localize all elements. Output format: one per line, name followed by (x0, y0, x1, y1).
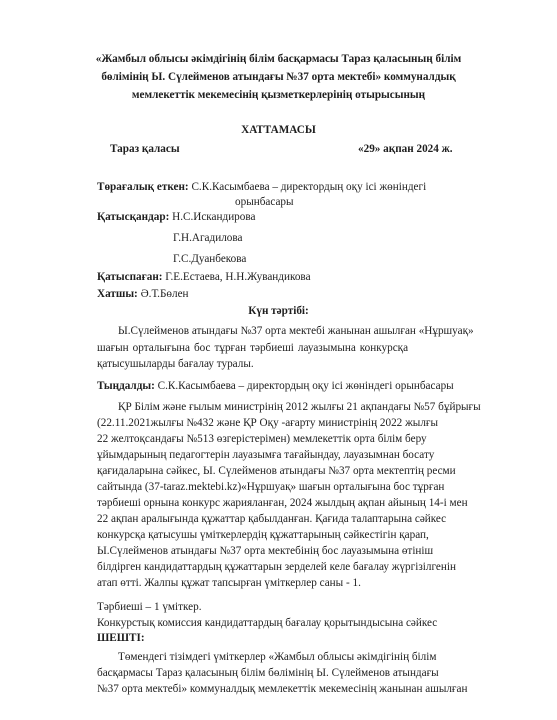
listened-line (97, 381, 454, 392)
title-line-3: мемлекеттік мекемесінің қызметкерлерінің отырысының (131, 89, 426, 101)
chair-value: С.К.Касымбаева – директордың оқу ісі жөніндегі (188, 181, 427, 193)
body-line-1: ҚР Білім және ғылым министрінің 2012 жылғы 21 ақпандағы №57 бұйрығы (118, 401, 481, 413)
agenda-heading: Күн тәртібі: (248, 305, 309, 317)
listened-label: Тыңдалды: (97, 380, 155, 392)
attendee-1: Н.С.Искандирова (172, 211, 256, 223)
document-date: «29» ақпан 2024 ж. (358, 143, 453, 155)
agenda-line-3: қатысушыларды бағалау туралы. (97, 358, 254, 370)
title-line-1: «Жамбыл облысы әкімдігінің білім басқармасы Тараз қаласының білім (95, 53, 462, 65)
body-line-11: білдірген кандидаттардың құжаттарын зерделей келе бағалау жүргізілгенін (97, 561, 456, 573)
agenda-line-1: Ы.Сүлейменов атындағы №37 орта мектебі жанынан ашылған «Нұршуақ» (118, 325, 474, 337)
title-line-2: бөлімінің Ы. Сүлейменов атындағы №37 орта мектебі» коммуналдық (101, 71, 456, 83)
body-line-9: конкурсқа қатысушы үміткерлердің құжаттарының сәйкестігін қарап, (97, 529, 429, 541)
body-line-7: тәрбиеші орнына конкурс жарияланған, 2024 жылдың ақпан айының 14-і мен (97, 497, 468, 509)
candidate-count-line: Тәрбиеші – 1 үміткер. (97, 601, 202, 613)
body-line-6: сайтында (37-taraz.mektebi.kz)«Нұршуақ» шағын орталығына бос тұрған (97, 481, 445, 493)
body-line-4: ұйымдарының педагогтерін лауазымға тағайындау, лауазымнан босату (97, 449, 435, 461)
body-line-10: Ы.Сүлейменов атындағы №37 орта мектебінің бос лауазымына өтініш (97, 545, 434, 557)
chair-value-continued: орынбасары (235, 196, 294, 208)
secretary-label: Хатшы: (97, 288, 138, 300)
commission-line: Конкурстық комиссия кандидаттардың бағалау қорытындысына сәйкес (97, 617, 438, 629)
listened-value: С.К.Касымбаева – директордың оқу ісі жөніндегі орынбасары (154, 380, 454, 392)
decided-line-3: №37 орта мектебі» коммуналдық мемлекеттік мекемесінің жанынан ашылған (97, 683, 468, 695)
secretary-line (97, 289, 189, 300)
body-line-3: 22 желтоқсандағы №513 өзгерістерімен) мемлекеттік орта білім беру (97, 433, 427, 445)
absent-line (97, 272, 311, 283)
decided-heading: ШЕШТІ: (97, 632, 145, 644)
document-type: ХАТТАМАСЫ (241, 124, 316, 136)
city: Тараз қаласы (110, 143, 180, 155)
agenda-line-2: шағын орталығына бос тұрған тәрбиеші лауазымына конкурсқа (97, 342, 409, 354)
chair-label: Төрағалық еткен: (97, 181, 189, 193)
secretary-value: Ә.Т.Бөлен (137, 288, 189, 300)
decided-line-2: басқармасы Тараз қаласының білім бөлімінің Ы. Сүлейменов атындағы (97, 667, 439, 679)
body-line-2: (22.11.2021жылғы №432 және ҚР Оқу -ағарту министрінің 2022 жылғы (97, 417, 439, 429)
body-line-5: қағидаларына сәйкес, Ы. Сүлейменов атындағы №37 орта мектептің ресми (97, 465, 456, 477)
decided-line-1: Төмендегі тізімдегі үміткерлер «Жамбыл облысы әкімдігінің білім (118, 651, 437, 663)
absent-value: Г.Е.Естаева, Н.Н.Жувандикова (162, 271, 311, 283)
body-line-12: атап өтті. Жалпы құжат тапсырған үміткерлер саны - 1. (97, 577, 361, 589)
chair-line (97, 182, 426, 193)
attendees-line (97, 212, 255, 223)
attendees-label: Қатысқандар: (97, 211, 170, 223)
body-line-8: 22 ақпан аралығында құжаттар қабылданған. Қағида талаптарына сәйкес (97, 513, 447, 525)
attendee-2: Г.Н.Агадилова (173, 232, 243, 244)
absent-label: Қатыспаған: (97, 271, 163, 283)
attendee-3: Г.С.Дуанбекова (173, 253, 247, 265)
